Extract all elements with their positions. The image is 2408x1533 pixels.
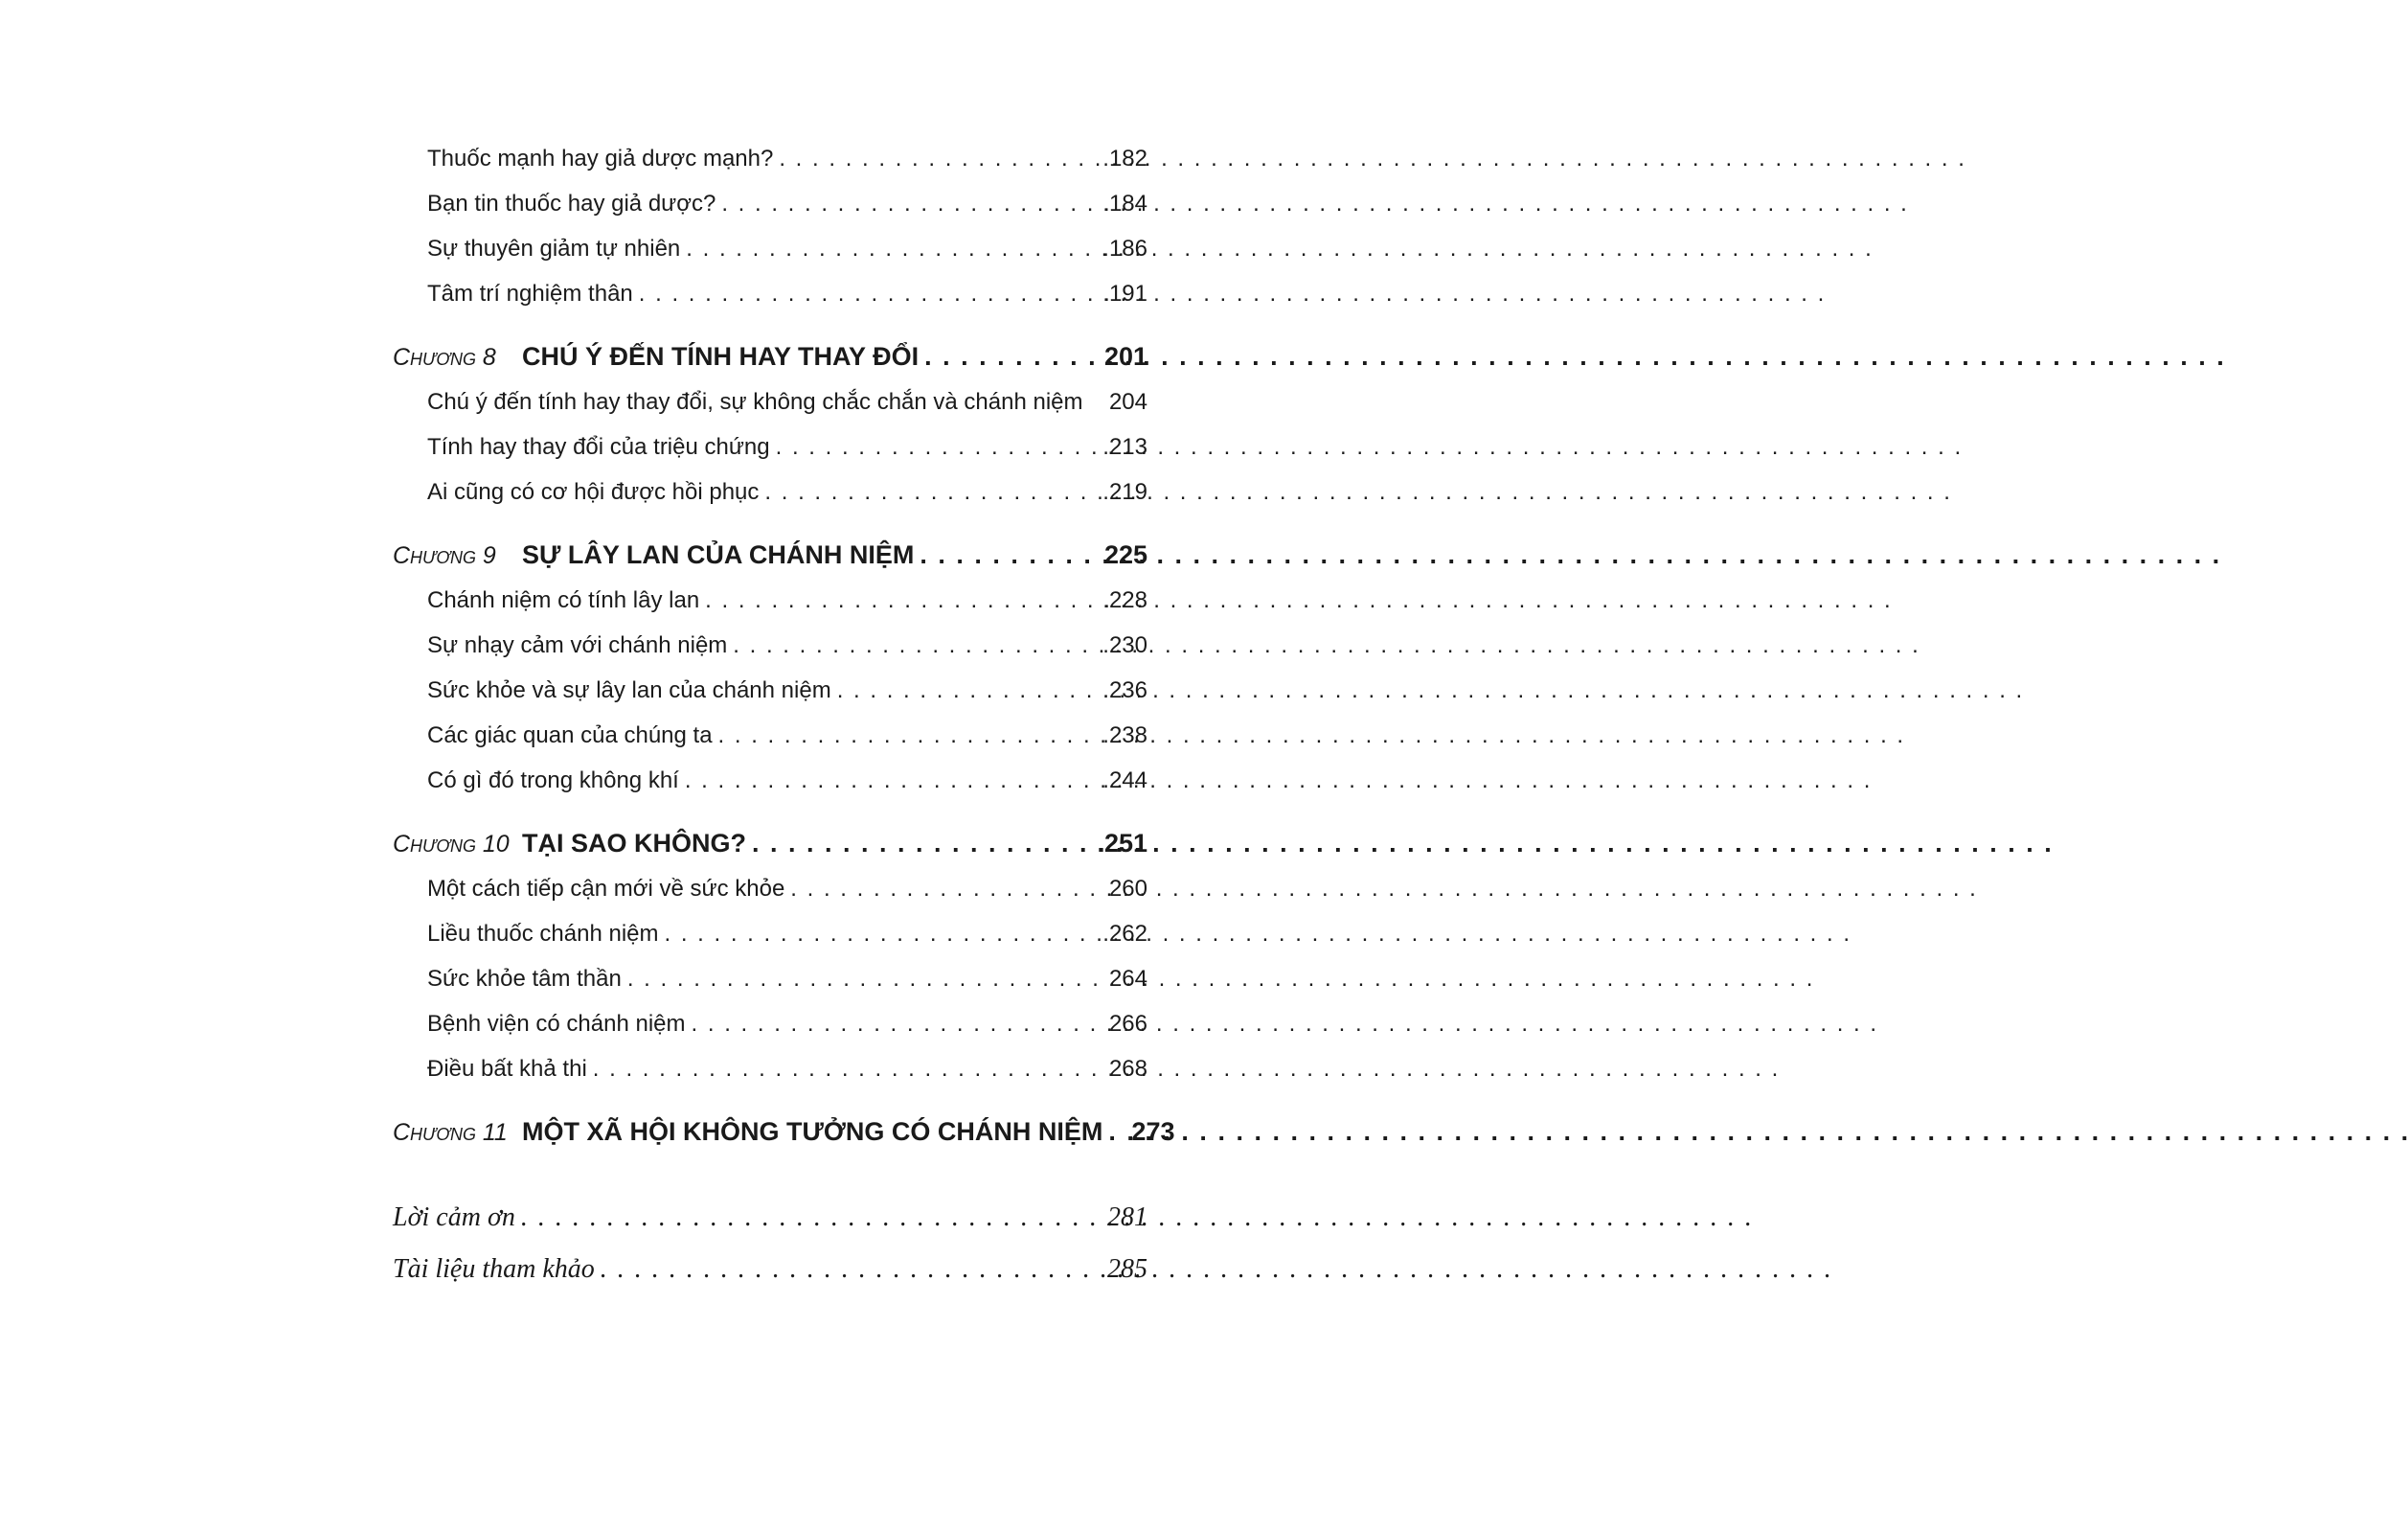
toc-entry-page: .228 [1102,587,1147,613]
toc-entry [427,389,1147,416]
dot-leader [790,876,1105,903]
toc-entry-title: Sức khỏe và sự lây lan của chánh niệm [427,677,831,703]
toc-entry-title: Bệnh viện có chánh niệm [427,1011,686,1037]
toc-entry-title: Bạn tin thuốc hay giả dược? [427,191,716,217]
toc-entry [427,146,1147,172]
dot-leader [521,1202,1103,1233]
chapter-label: Chương 8 [393,344,496,371]
toc-entry [427,767,1147,794]
dot-leader [764,479,1099,506]
toc-entry-page: .186 [1102,236,1147,262]
toc-entry [427,921,1147,948]
dot-leader [718,722,1100,749]
toc-entry [427,876,1147,903]
chapter-page: 225 [1103,540,1147,569]
toc-entry-page: .219 [1102,479,1147,505]
dot-leader [705,587,1099,614]
dot-leader [1108,1117,1127,1147]
back-matter-title: Lời cảm ơn [393,1202,515,1232]
toc-entry-title: Thuốc mạnh hay giả dược mạnh? [427,146,774,172]
chapter-title: SỰ LÂY LAN CỦA CHÁNH NIỆM [522,540,915,569]
toc-entry [427,191,1147,217]
toc-entry [427,677,1147,704]
toc-entry [427,1056,1147,1083]
chapter-label: Chương 11 [393,1119,508,1146]
toc-entry-title: Chú ý đến tính hay thay đổi, sự không chắc chắn và chánh niệm [427,389,1083,415]
toc-entry [427,966,1147,993]
dot-leader [837,677,1100,704]
chapter-label: Chương 9 [393,542,496,569]
back-matter-entry [393,1254,1147,1285]
toc-entry-page: .184 [1102,191,1147,217]
chapter-page: 273 [1131,1117,1175,1146]
toc-entry-title: Sức khỏe tâm thần [427,966,622,992]
dot-leader [779,146,1099,172]
toc-entry-page: 264 [1108,966,1147,992]
toc-entry-title: Điều bất khả thi [427,1056,587,1082]
toc-entry-title: Tính hay thay đổi của triệu chứng [427,434,770,460]
back-matter-title: Tài liệu tham khảo [393,1254,595,1284]
dot-leader [601,1254,1103,1285]
chapter-heading [393,540,1147,570]
toc-entry-page: .236 [1102,677,1147,703]
toc-entry-page: 266 [1108,1011,1147,1037]
dot-leader [924,342,1101,372]
dot-leader [752,829,1093,858]
toc-entry-title: Ai cũng có cơ hội được hồi phục [427,479,760,505]
dot-leader [686,236,1099,263]
toc-entry [427,479,1147,506]
chapter-page: .251 [1097,829,1147,858]
back-matter-page: 285 [1107,1254,1147,1284]
dot-leader [593,1056,1105,1083]
toc-entry-page: .191 [1102,281,1147,307]
chapter-title: CHÚ Ý ĐẾN TÍNH HAY THAY ĐỔI [522,342,920,371]
toc-entry-title: Có gì đó trong không khí [427,767,679,793]
toc-entry-page: 204 [1108,389,1147,415]
toc-entry-title: Sự nhạy cảm với chánh niệm [427,632,728,658]
toc-entry-page: .244 [1102,767,1147,793]
toc-entry-title: Các giác quan của chúng ta [427,722,713,748]
dot-leader [721,191,1099,217]
chapter-title: MỘT XÃ HỘI KHÔNG TƯỞNG CÓ CHÁNH NIỆM [522,1117,1103,1146]
dot-leader [692,1011,1105,1038]
dot-leader [685,767,1099,794]
chapter-title: TẠI SAO KHÔNG? [522,829,746,858]
chapter-page: 201 [1103,342,1147,371]
chapter-label: Chương 10 [393,831,510,858]
toc-entry-title: Chánh niệm có tính lây lan [427,587,700,613]
toc-entry [427,722,1147,749]
back-matter-page: 281 [1107,1202,1147,1232]
dot-leader [627,966,1105,993]
back-matter-entry [393,1202,1147,1233]
toc-entry [427,632,1147,659]
toc-entry [427,236,1147,263]
toc-entry-page: .238 [1102,722,1147,748]
toc-entry [427,434,1147,461]
toc-entry-title: Sự thuyên giảm tự nhiên [427,236,681,262]
chapter-heading [393,1117,1175,1147]
dot-leader [639,281,1100,308]
dot-leader [920,540,1101,570]
toc-entry [427,587,1147,614]
dot-leader [733,632,1099,659]
dot-leader [665,921,1100,948]
toc-entry-title: Một cách tiếp cận mới về sức khỏe [427,876,785,902]
toc-entry-page: 268 [1108,1056,1147,1082]
chapter-heading [393,342,1147,372]
dot-leader [776,434,1100,461]
chapter-heading [393,829,1147,858]
toc-entry-title: Tâm trí nghiệm thân [427,281,633,307]
toc-entry-page: 260 [1108,876,1147,902]
toc-entry-page: .182 [1102,146,1147,172]
toc-entry-page: .230 [1102,632,1147,658]
toc-entry-title: Liều thuốc chánh niệm [427,921,659,947]
toc-entry [427,281,1147,308]
toc-entry-page: .213 [1102,434,1147,460]
toc-entry-page: .262 [1102,921,1147,947]
toc-entry [427,1011,1147,1038]
